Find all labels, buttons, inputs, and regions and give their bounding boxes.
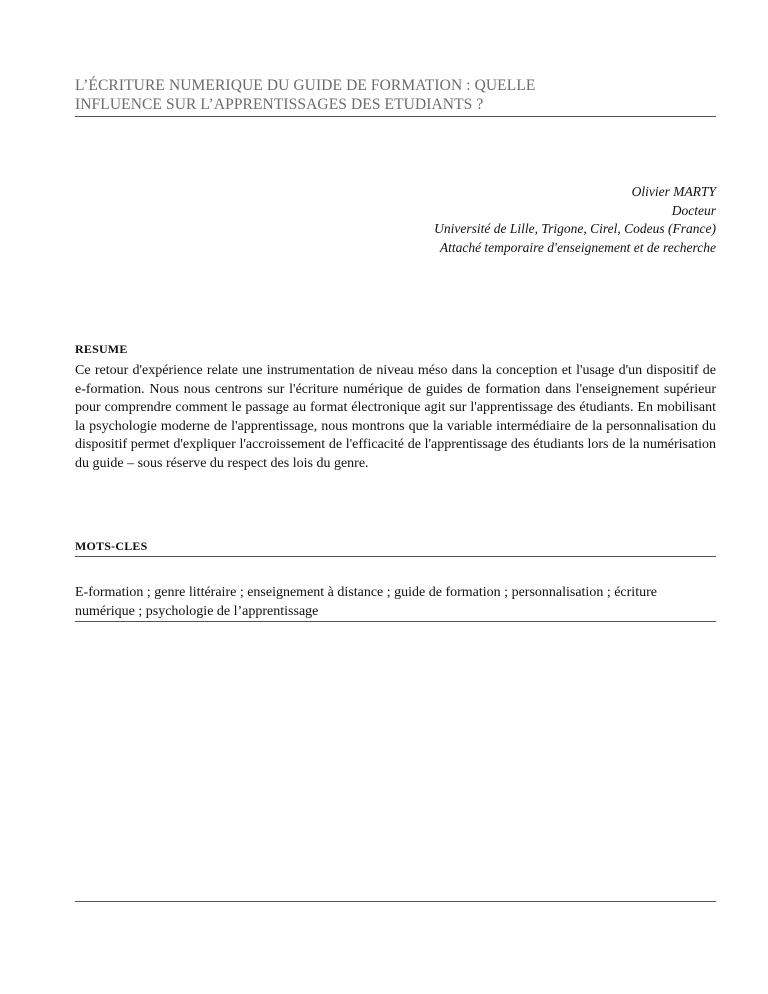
paper-title: [75, 76, 716, 117]
author-affiliation: Université de Lille, Trigone, Cirel, Codeus (France): [434, 221, 716, 236]
abstract-heading: RESUME: [75, 342, 128, 356]
keywords-heading-section: [75, 537, 716, 557]
author-position: Attaché temporaire d'enseignement et de recherche: [439, 239, 716, 255]
title-line-2: INFLUENCE SUR L’APPRENTISSAGES DES ETUDIANTS ?: [75, 96, 484, 113]
keywords-text: E-formation ; genre littéraire ; enseignement à distance ; guide de formation ; personnalisation ; écriture numérique ; psychologie de l’apprentissage: [75, 584, 716, 622]
author-name: Olivier MARTY: [631, 184, 716, 199]
keywords-heading: MOTS-CLES: [75, 539, 148, 553]
author-block: [296, 183, 716, 257]
abstract-text: Ce retour d'expérience relate une instrumentation de niveau méso dans la conception et l'usage d'un dispositif de e-formation. Nous nous centrons sur l'écriture numérique de guides de formation dans l'enseignement supérieur pour comprendre comment le passage au format électronique agit sur l'apprentissage des étudiants. En mobilisant la psychologie moderne de l'apprentissage, nous montrons que la variable intermédiaire de la personnalisation du dispositif permet d'expliquer l'accroissement de l'efficacité de l'apprentissage des étudiants lors de la numérisation du guide – sous réserve du respect des lois du genre.: [75, 363, 716, 471]
footer-divider: [75, 901, 716, 902]
author-degree: Docteur: [671, 202, 716, 218]
title-line-1: L’ÉCRITURE NUMERIQUE DU GUIDE DE FORMATION : QUELLE: [75, 77, 536, 94]
